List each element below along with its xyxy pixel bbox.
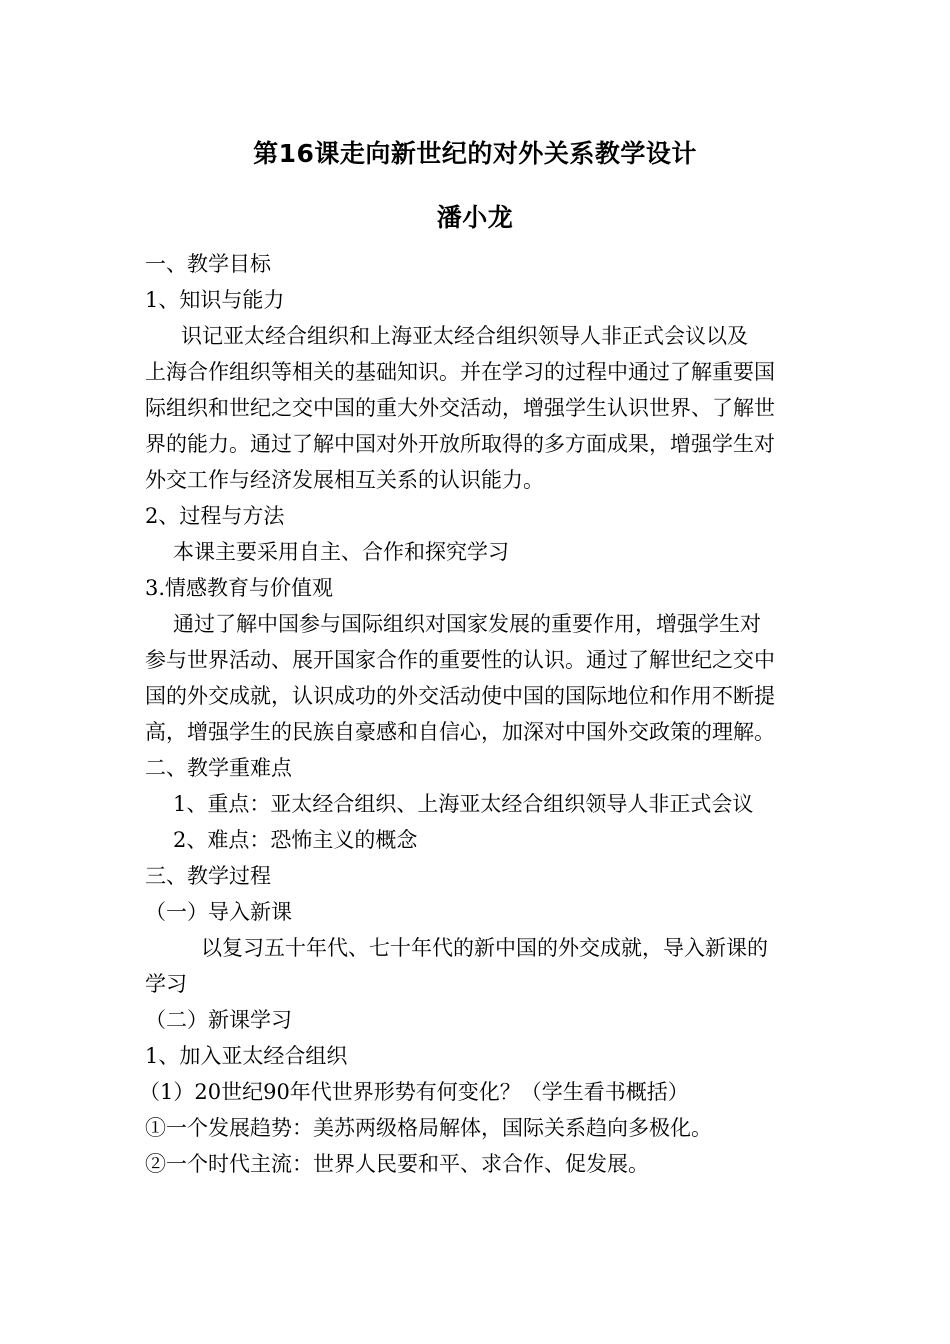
- document-body: [139, 246, 810, 1182]
- paragraph-line: 以复习五十年代、七十年代的新中国的外交成就，导入新课的: [201, 936, 768, 960]
- paragraph-line: ②一个时代主流：世界人民要和平、求合作、促发展。: [145, 1152, 649, 1176]
- paragraph-line: 三、教学过程: [145, 864, 271, 888]
- document-title: 第16课走向新世纪的对外关系教学设计: [253, 139, 697, 168]
- paragraph-line: 1、加入亚太经合组织: [145, 1044, 348, 1068]
- paragraph-line: 2、过程与方法: [145, 504, 285, 528]
- paragraph-line: 二、教学重难点: [145, 756, 292, 780]
- paragraph-line: 参与世界活动、展开国家合作的重要性的认识。通过了解世纪之交中: [145, 648, 775, 672]
- paragraph-line: 2、难点：恐怖主义的概念: [173, 828, 418, 852]
- paragraph-line: 1、知识与能力: [145, 288, 285, 312]
- paragraph-line: 通过了解中国参与国际组织对国家发展的重要作用，增强学生对: [173, 612, 761, 636]
- paragraph-line: 识记亚太经合组织和上海亚太经合组织领导人非正式会议以及: [181, 324, 748, 348]
- paragraph-line: 高，增强学生的民族自豪感和自信心，加深对中国外交政策的理解。: [145, 720, 775, 744]
- paragraph-line: 国的外交成就，认识成功的外交活动使中国的国际地位和作用不断提: [145, 684, 775, 708]
- paragraph-line: 一、教学目标: [145, 252, 271, 276]
- document-author: 潘小龙: [436, 203, 514, 232]
- paragraph-line: 外交工作与经济发展相互关系的认识能力。: [145, 468, 544, 492]
- paragraph-line: 际组织和世纪之交中国的重大外交活动，增强学生认识世界、了解世: [145, 396, 775, 420]
- paragraph-line: （一）导入新课: [145, 900, 292, 924]
- paragraph-line: 3.情感教育与价值观: [145, 576, 334, 600]
- paragraph-line: （二）新课学习: [145, 1008, 292, 1032]
- paragraph-line: 学习: [145, 972, 187, 996]
- paragraph-line: 本课主要采用自主、合作和探究学习: [173, 540, 509, 564]
- paragraph-line: ①一个发展趋势：美苏两级格局解体，国际关系趋向多极化。: [145, 1116, 712, 1140]
- paragraph-line: 上海合作组织等相关的基础知识。并在学习的过程中通过了解重要国: [145, 360, 775, 384]
- paragraph-line: （1）20世纪90年代世界形势有何变化？（学生看书概括）: [139, 1080, 689, 1104]
- paragraph-line: 1、重点：亚太经合组织、上海亚太经合组织领导人非正式会议: [173, 792, 754, 816]
- paragraph-line: 界的能力。通过了解中国对外开放所取得的多方面成果，增强学生对: [145, 432, 775, 456]
